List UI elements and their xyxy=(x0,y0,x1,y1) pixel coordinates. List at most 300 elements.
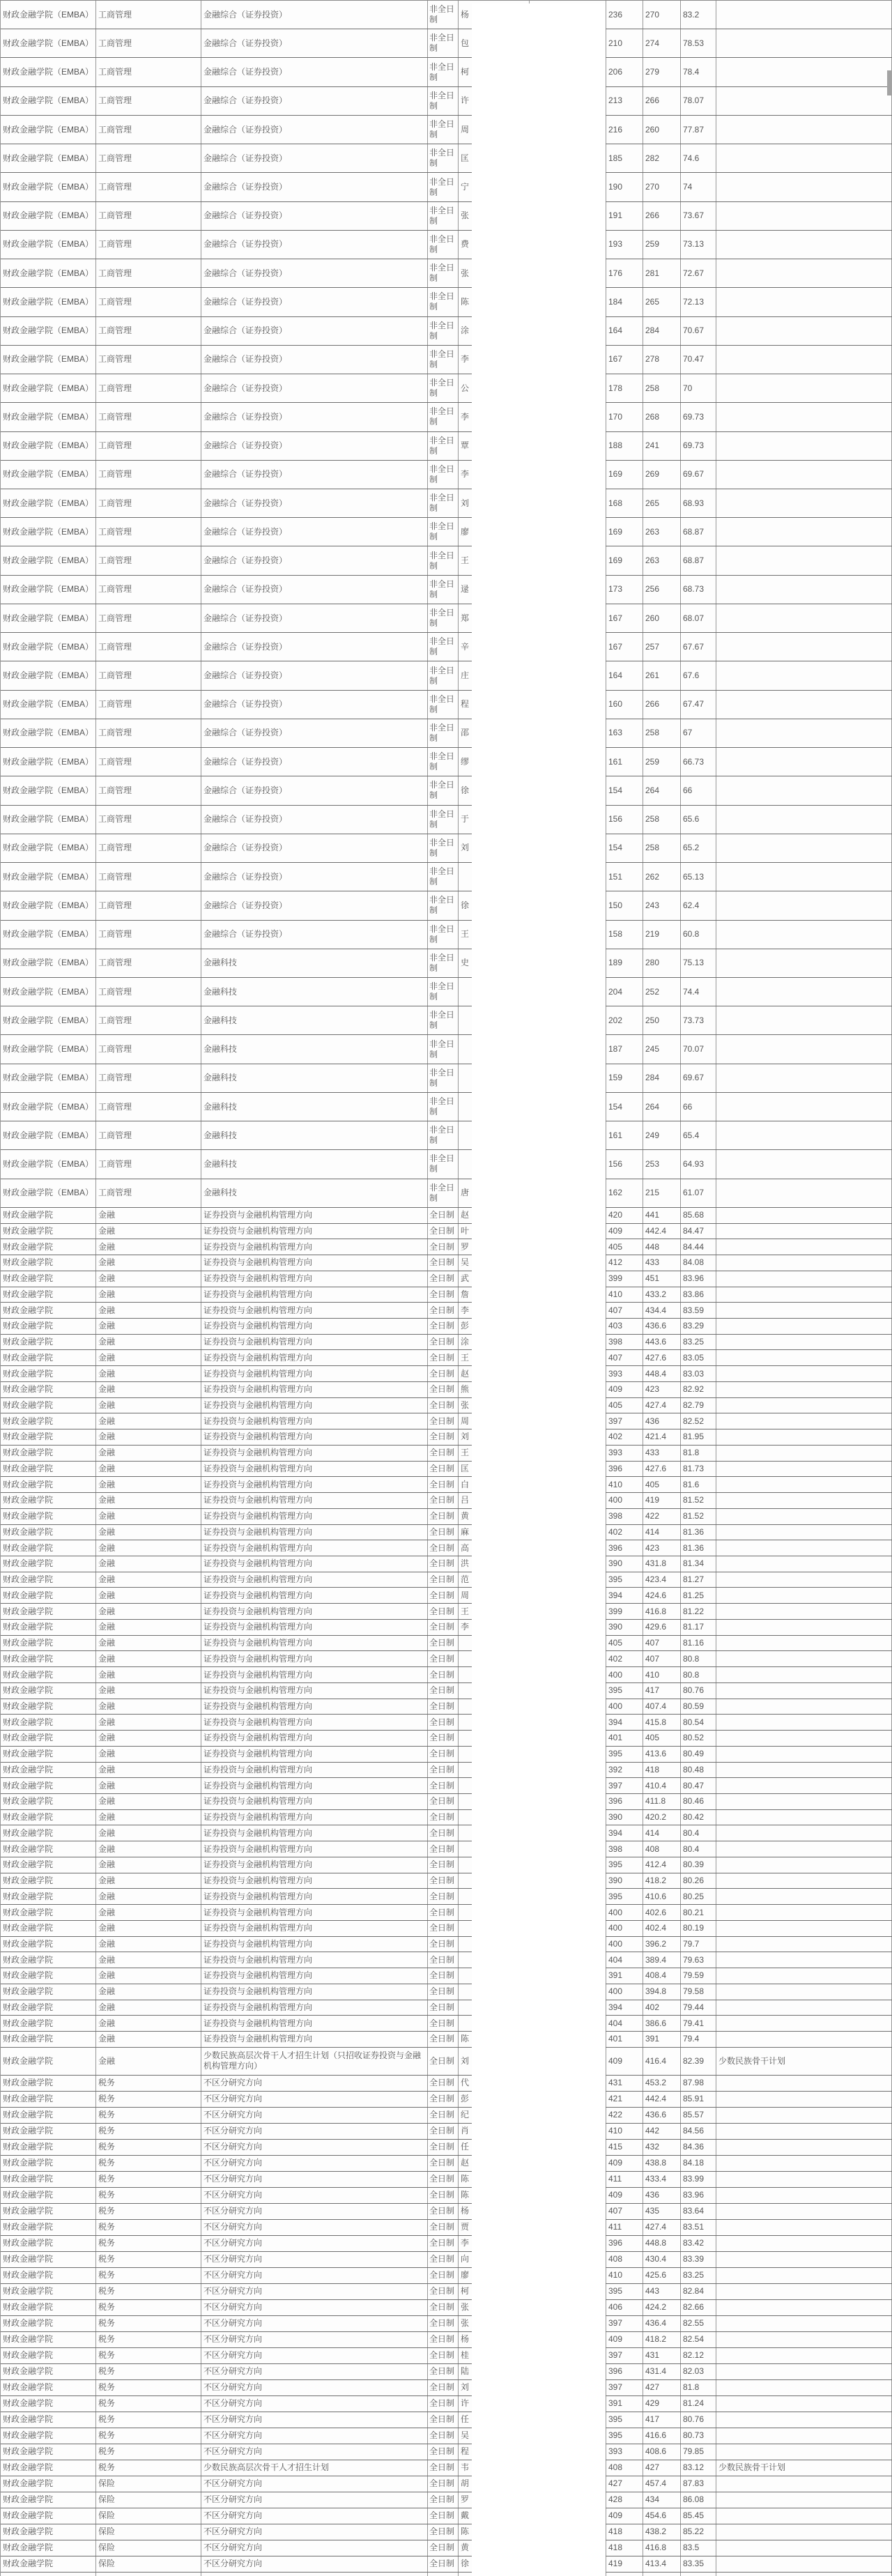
table-row xyxy=(1,2108,892,2124)
study-mode-cell: 全日制 xyxy=(428,1683,459,1699)
score-total-cell: 84.47 xyxy=(681,1224,716,1239)
score-total-cell: 83.86 xyxy=(681,1287,716,1303)
direction-cell: 不区分研究方向 xyxy=(201,2428,428,2444)
direction-cell: 证券投资与金融机构管理方向 xyxy=(201,1651,428,1666)
table-row xyxy=(1,2172,892,2188)
score-retest-cell: 268 xyxy=(643,403,681,431)
score-initial-cell: 401 xyxy=(606,2032,643,2047)
score-initial-cell: 411 xyxy=(606,2172,643,2187)
study-mode-cell: 非全日制 xyxy=(428,288,459,316)
study-mode-cell: 非全日制 xyxy=(428,144,459,172)
direction-cell: 不区分研究方向 xyxy=(201,2348,428,2363)
study-mode-cell: 全日制 xyxy=(428,1794,459,1809)
score-total-cell: 78.53 xyxy=(681,29,716,57)
direction-cell: 证券投资与金融机构管理方向 xyxy=(201,1873,428,1889)
study-mode-cell: 全日制 xyxy=(428,2140,459,2155)
table-row xyxy=(1,2460,892,2476)
college-cell: 财政金融学院 xyxy=(1,1588,96,1603)
table-row xyxy=(1,1350,892,1366)
name-cell: 吕 xyxy=(459,1493,606,1508)
study-mode-cell: 全日制 xyxy=(428,2124,459,2139)
name-cell: 黄 xyxy=(459,1509,606,1524)
table-row xyxy=(1,546,892,575)
major-cell: 金融 xyxy=(96,1699,201,1715)
score-initial-cell: 396 xyxy=(606,2364,643,2379)
score-total-cell: 80.46 xyxy=(681,1794,716,1809)
direction-cell: 证券投资与金融机构管理方向 xyxy=(201,1493,428,1508)
direction-cell: 证券投资与金融机构管理方向 xyxy=(201,1699,428,1715)
remark-cell xyxy=(716,2300,892,2315)
score-retest-cell: 219 xyxy=(643,921,681,949)
remark-cell xyxy=(716,1335,892,1350)
score-total-cell: 81.52 xyxy=(681,1509,716,1524)
score-total-cell: 82.79 xyxy=(681,1398,716,1413)
score-initial-cell: 173 xyxy=(606,576,643,604)
college-cell: 财政金融学院 xyxy=(1,2348,96,2363)
score-initial-cell: 411 xyxy=(606,2220,643,2235)
remark-cell xyxy=(716,1477,892,1492)
major-cell: 金融 xyxy=(96,1271,201,1287)
score-total-cell: 80.19 xyxy=(681,1921,716,1936)
table-row xyxy=(1,1224,892,1240)
score-retest-cell: 407 xyxy=(643,1636,681,1651)
score-initial-cell: 396 xyxy=(606,1540,643,1556)
score-initial-cell: 415 xyxy=(606,2140,643,2155)
study-mode-cell: 非全日制 xyxy=(428,633,459,661)
direction-cell: 金融综合（证券投资） xyxy=(201,604,428,632)
study-mode-cell: 全日制 xyxy=(428,1778,459,1793)
study-mode-cell: 全日制 xyxy=(428,2412,459,2428)
study-mode-cell: 全日制 xyxy=(428,1857,459,1873)
direction-cell: 证券投资与金融机构管理方向 xyxy=(201,1984,428,2000)
major-cell: 工商管理 xyxy=(96,978,201,1006)
score-initial-cell: 162 xyxy=(606,1179,643,1207)
study-mode-cell: 全日制 xyxy=(428,2220,459,2235)
score-retest-cell: 410.6 xyxy=(643,1889,681,1904)
remark-cell: 少数民族骨干计划 xyxy=(716,2460,892,2476)
study-mode-cell: 非全日制 xyxy=(428,1006,459,1034)
direction-cell: 不区分研究方向 xyxy=(201,2508,428,2524)
table-row xyxy=(1,2428,892,2444)
score-retest-cell: 259 xyxy=(643,231,681,259)
table-row xyxy=(1,2524,892,2540)
direction-cell: 金融综合（证券投资） xyxy=(201,891,428,919)
score-total-cell: 84.44 xyxy=(681,1239,716,1255)
study-mode-cell: 全日制 xyxy=(428,1825,459,1841)
direction-cell: 证券投资与金融机构管理方向 xyxy=(201,1271,428,1287)
score-retest-cell: 442.4 xyxy=(643,2092,681,2107)
college-cell: 财政金融学院 xyxy=(1,1731,96,1746)
direction-cell: 证券投资与金融机构管理方向 xyxy=(201,1319,428,1334)
name-cell: 周 xyxy=(459,1588,606,1603)
remark-cell xyxy=(716,1763,892,1778)
score-total-cell: 83.5 xyxy=(681,2540,716,2556)
direction-cell: 证券投资与金融机构管理方向 xyxy=(201,1366,428,1381)
study-mode-cell: 非全日制 xyxy=(428,863,459,891)
college-cell: 财政金融学院 xyxy=(1,2000,96,2016)
college-cell: 财政金融学院 xyxy=(1,1763,96,1778)
direction-cell: 金融科技 xyxy=(201,949,428,977)
score-retest-cell: 412.4 xyxy=(643,1857,681,1873)
major-cell: 工商管理 xyxy=(96,891,201,919)
score-total-cell: 79.59 xyxy=(681,1968,716,1984)
direction-cell: 证券投资与金融机构管理方向 xyxy=(201,1287,428,1303)
direction-cell: 金融综合（证券投资） xyxy=(201,403,428,431)
score-total-cell: 80.25 xyxy=(681,1889,716,1904)
major-cell: 保险 xyxy=(96,2476,201,2492)
direction-cell: 金融科技 xyxy=(201,1150,428,1178)
score-initial-cell: 395 xyxy=(606,2428,643,2444)
score-retest-cell: 435 xyxy=(643,2204,681,2219)
direction-cell: 金融科技 xyxy=(201,1179,428,1207)
table-row xyxy=(1,2124,892,2140)
college-cell: 财政金融学院 xyxy=(1,1525,96,1540)
score-total-cell: 83.59 xyxy=(681,1303,716,1318)
study-mode-cell: 全日制 xyxy=(428,1763,459,1778)
score-initial-cell: 164 xyxy=(606,661,643,689)
score-retest-cell: 417 xyxy=(643,1683,681,1699)
college-cell: 财政金融学院（EMBA） xyxy=(1,1006,96,1034)
score-total-cell: 81.17 xyxy=(681,1620,716,1635)
table-row xyxy=(1,317,892,346)
study-mode-cell: 全日制 xyxy=(428,1446,459,1461)
score-retest-cell: 394.8 xyxy=(643,1984,681,2000)
major-cell: 金融 xyxy=(96,1937,201,1952)
college-cell: 财政金融学院 xyxy=(1,1446,96,1461)
name-cell: 王 xyxy=(459,1446,606,1461)
score-total-cell: 80.4 xyxy=(681,1841,716,1857)
name-cell: 陈 xyxy=(459,288,606,316)
score-initial-cell: 390 xyxy=(606,1556,643,1572)
score-total-cell: 80.73 xyxy=(681,2428,716,2444)
college-cell: 财政金融学院 xyxy=(1,1841,96,1857)
direction-cell: 金融综合（证券投资） xyxy=(201,288,428,316)
score-total-cell: 85.57 xyxy=(681,2108,716,2123)
name-cell: 赵 xyxy=(459,2156,606,2171)
study-mode-cell: 全日制 xyxy=(428,1556,459,1572)
score-total-cell: 79.58 xyxy=(681,1984,716,2000)
name-cell: 陈 xyxy=(459,2032,606,2047)
remark-cell xyxy=(716,2348,892,2363)
college-cell: 财政金融学院（EMBA） xyxy=(1,1179,96,1207)
direction-cell: 金融综合（证券投资） xyxy=(201,58,428,86)
name-cell: 王 xyxy=(459,1350,606,1365)
remark-cell xyxy=(716,403,892,431)
table-row xyxy=(1,1778,892,1794)
table-row xyxy=(1,2236,892,2252)
score-initial-cell: 405 xyxy=(606,1636,643,1651)
direction-cell: 证券投资与金融机构管理方向 xyxy=(201,1825,428,1841)
study-mode-cell: 全日制 xyxy=(428,1413,459,1429)
score-total-cell: 85.45 xyxy=(681,2508,716,2524)
college-cell: 财政金融学院 xyxy=(1,1429,96,1445)
score-total-cell: 72.67 xyxy=(681,259,716,287)
college-cell: 财政金融学院 xyxy=(1,2048,96,2075)
direction-cell: 金融综合（证券投资） xyxy=(201,546,428,574)
study-mode-cell: 非全日制 xyxy=(428,231,459,259)
study-mode-cell: 全日制 xyxy=(428,2444,459,2460)
score-total-cell: 70.07 xyxy=(681,1035,716,1063)
score-total-cell: 80.4 xyxy=(681,1825,716,1841)
score-retest-cell: 258 xyxy=(643,374,681,402)
score-initial-cell: 185 xyxy=(606,144,643,172)
score-retest-cell: 453.2 xyxy=(643,2076,681,2091)
score-initial-cell: 159 xyxy=(606,1064,643,1092)
name-cell: 唐 xyxy=(459,1179,606,1207)
remark-cell xyxy=(716,2016,892,2031)
major-cell: 金融 xyxy=(96,1413,201,1429)
name-cell: 于 xyxy=(459,806,606,834)
name-cell: 赵 xyxy=(459,1366,606,1381)
college-cell: 财政金融学院 xyxy=(1,1699,96,1715)
table-row xyxy=(1,1699,892,1715)
remark-cell xyxy=(716,2032,892,2047)
score-total-cell: 83.29 xyxy=(681,1319,716,1334)
table-row xyxy=(1,604,892,633)
table-row xyxy=(1,633,892,661)
name-cell: 贾 xyxy=(459,2220,606,2235)
name-cell: 任 xyxy=(459,2140,606,2155)
remark-cell xyxy=(716,1462,892,1477)
score-retest-cell: 427 xyxy=(643,2380,681,2395)
remark-cell xyxy=(716,374,892,402)
college-cell: 财政金融学院 xyxy=(1,1794,96,1809)
remark-cell xyxy=(716,144,892,172)
college-cell: 财政金融学院 xyxy=(1,2032,96,2047)
college-cell: 财政金融学院 xyxy=(1,2380,96,2395)
table-row xyxy=(1,1179,892,1208)
direction-cell: 证券投资与金融机构管理方向 xyxy=(201,1509,428,1524)
study-mode-cell: 全日制 xyxy=(428,1398,459,1413)
major-cell: 工商管理 xyxy=(96,806,201,834)
direction-cell: 证券投资与金融机构管理方向 xyxy=(201,1303,428,1318)
score-initial-cell: 395 xyxy=(606,1857,643,1873)
score-initial-cell: 154 xyxy=(606,834,643,862)
college-cell: 财政金融学院 xyxy=(1,2156,96,2171)
score-retest-cell: 408 xyxy=(643,1841,681,1857)
score-initial-cell: 150 xyxy=(606,891,643,919)
score-initial-cell: 391 xyxy=(606,1968,643,1984)
table-row xyxy=(1,1398,892,1414)
major-cell: 工商管理 xyxy=(96,1035,201,1063)
score-total-cell: 74 xyxy=(681,173,716,201)
college-cell: 财政金融学院 xyxy=(1,1493,96,1508)
table-row xyxy=(1,2268,892,2284)
table-row xyxy=(1,2092,892,2108)
direction-cell: 证券投资与金融机构管理方向 xyxy=(201,2000,428,2016)
score-retest-cell: 269 xyxy=(643,461,681,489)
study-mode-cell: 非全日制 xyxy=(428,921,459,949)
major-cell: 金融 xyxy=(96,1319,201,1334)
table-row xyxy=(1,1921,892,1937)
remark-cell xyxy=(716,978,892,1006)
college-cell: 财政金融学院 xyxy=(1,1778,96,1793)
major-cell: 税务 xyxy=(96,2364,201,2379)
score-initial-cell: 394 xyxy=(606,1715,643,1730)
table-row xyxy=(1,116,892,144)
score-total-cell: 65.4 xyxy=(681,1121,716,1149)
direction-cell: 金融综合（证券投资） xyxy=(201,144,428,172)
score-retest-cell: 280 xyxy=(643,949,681,977)
name-cell: 缪 xyxy=(459,748,606,776)
remark-cell xyxy=(716,1035,892,1063)
score-total-cell: 84.36 xyxy=(681,2140,716,2155)
college-cell: 财政金融学院 xyxy=(1,1873,96,1889)
score-retest-cell: 408.4 xyxy=(643,1968,681,1984)
remark-cell xyxy=(716,1747,892,1762)
study-mode-cell: 全日制 xyxy=(428,1889,459,1904)
study-mode-cell: 全日制 xyxy=(428,1841,459,1857)
college-cell: 财政金融学院 xyxy=(1,1651,96,1666)
major-cell: 金融 xyxy=(96,1224,201,1239)
score-retest-cell: 427.4 xyxy=(643,2220,681,2235)
major-cell: 工商管理 xyxy=(96,1150,201,1178)
major-cell: 金融 xyxy=(96,1810,201,1825)
study-mode-cell: 全日制 xyxy=(428,1873,459,1889)
score-initial-cell: 390 xyxy=(606,1620,643,1635)
remark-cell xyxy=(716,432,892,460)
table-row xyxy=(1,1841,892,1857)
score-initial-cell: 167 xyxy=(606,346,643,374)
table-row xyxy=(1,2316,892,2332)
table-row xyxy=(1,1035,892,1064)
score-total-cell: 81.52 xyxy=(681,1493,716,1508)
score-total-cell: 74.6 xyxy=(681,144,716,172)
score-initial-cell: 393 xyxy=(606,2444,643,2460)
score-total-cell: 80.52 xyxy=(681,1731,716,1746)
major-cell: 税务 xyxy=(96,2204,201,2219)
name-cell: 陆 xyxy=(459,2364,606,2379)
college-cell: 财政金融学院 xyxy=(1,1810,96,1825)
score-retest-cell: 422 xyxy=(643,1509,681,1524)
study-mode-cell: 非全日制 xyxy=(428,432,459,460)
scrollbar-thumb[interactable] xyxy=(887,70,892,95)
college-cell: 财政金融学院（EMBA） xyxy=(1,259,96,287)
major-cell: 税务 xyxy=(96,2156,201,2171)
table-row xyxy=(1,1150,892,1179)
direction-cell: 不区分研究方向 xyxy=(201,2492,428,2508)
major-cell: 工商管理 xyxy=(96,949,201,977)
name-cell: 刘 xyxy=(459,834,606,862)
score-retest-cell: 416.6 xyxy=(643,2428,681,2444)
study-mode-cell: 非全日制 xyxy=(428,403,459,431)
major-cell: 金融 xyxy=(96,1747,201,1762)
name-cell: 辛 xyxy=(459,633,606,661)
college-cell: 财政金融学院 xyxy=(1,1287,96,1303)
score-initial-cell: 420 xyxy=(606,1208,643,1223)
score-retest-cell: 270 xyxy=(643,173,681,201)
score-retest-cell: 431.4 xyxy=(643,2364,681,2379)
remark-cell xyxy=(716,546,892,574)
score-initial-cell: 176 xyxy=(606,259,643,287)
name-cell: 高 xyxy=(459,1540,606,1556)
score-total-cell: 70 xyxy=(681,374,716,402)
remark-cell xyxy=(716,1366,892,1381)
college-cell: 财政金融学院 xyxy=(1,2508,96,2524)
score-initial-cell: 407 xyxy=(606,2204,643,2219)
college-cell: 财政金融学院（EMBA） xyxy=(1,1150,96,1178)
score-retest-cell: 278 xyxy=(643,346,681,374)
major-cell: 工商管理 xyxy=(96,1093,201,1121)
direction-cell: 金融综合（证券投资） xyxy=(201,29,428,57)
direction-cell: 证券投资与金融机构管理方向 xyxy=(201,1335,428,1350)
study-mode-cell: 全日制 xyxy=(428,2284,459,2299)
name-cell: 黄 xyxy=(459,2540,606,2556)
direction-cell: 金融科技 xyxy=(201,978,428,1006)
score-total-cell: 83.25 xyxy=(681,2268,716,2283)
direction-cell: 金融综合（证券投资） xyxy=(201,776,428,804)
table-row xyxy=(1,1968,892,1984)
remark-cell xyxy=(716,231,892,259)
score-retest-cell: 448.8 xyxy=(643,2236,681,2251)
table-row xyxy=(1,891,892,920)
remark-cell xyxy=(716,1525,892,1540)
remark-cell xyxy=(716,2188,892,2203)
name-cell: 武 xyxy=(459,1271,606,1287)
college-cell: 财政金融学院 xyxy=(1,1620,96,1635)
college-cell: 财政金融学院 xyxy=(1,2300,96,2315)
major-cell: 工商管理 xyxy=(96,1006,201,1034)
score-retest-cell: 454.6 xyxy=(643,2508,681,2524)
college-cell: 财政金融学院 xyxy=(1,2252,96,2267)
direction-cell: 少数民族高层次骨干人才招生计划（只招收证券投资与金融机构管理方向） xyxy=(201,2048,428,2075)
study-mode-cell: 全日制 xyxy=(428,1287,459,1303)
study-mode-cell: 全日制 xyxy=(428,2508,459,2524)
table-row xyxy=(1,2204,892,2220)
score-retest-cell: 241 xyxy=(643,432,681,460)
table-row xyxy=(1,173,892,201)
college-cell: 财政金融学院 xyxy=(1,2428,96,2444)
table-row xyxy=(1,1493,892,1509)
major-cell: 金融 xyxy=(96,1398,201,1413)
score-initial-cell: 408 xyxy=(606,2460,643,2476)
study-mode-cell: 非全日制 xyxy=(428,202,459,230)
score-initial-cell: 422 xyxy=(606,2108,643,2123)
direction-cell: 金融综合（证券投资） xyxy=(201,202,428,230)
college-cell: 财政金融学院（EMBA） xyxy=(1,1,96,29)
score-initial-cell: 398 xyxy=(606,1335,643,1350)
study-mode-cell: 非全日制 xyxy=(428,661,459,689)
score-initial-cell: 154 xyxy=(606,776,643,804)
score-total-cell: 82.66 xyxy=(681,2300,716,2315)
college-cell: 财政金融学院（EMBA） xyxy=(1,116,96,144)
college-cell: 财政金融学院（EMBA） xyxy=(1,921,96,949)
major-cell: 工商管理 xyxy=(96,1121,201,1149)
major-cell: 保险 xyxy=(96,2508,201,2524)
college-cell: 财政金融学院 xyxy=(1,2364,96,2379)
college-cell: 财政金融学院 xyxy=(1,2540,96,2556)
college-cell: 财政金融学院 xyxy=(1,1540,96,1556)
direction-cell: 证券投资与金融机构管理方向 xyxy=(201,1636,428,1651)
score-initial-cell: 427 xyxy=(606,2476,643,2492)
major-cell: 税务 xyxy=(96,2348,201,2363)
score-total-cell: 62.4 xyxy=(681,891,716,919)
college-cell: 财政金融学院（EMBA） xyxy=(1,691,96,719)
major-cell: 金融 xyxy=(96,1715,201,1730)
name-cell: 吴 xyxy=(459,1255,606,1271)
table-row xyxy=(1,29,892,58)
table-row xyxy=(1,2332,892,2348)
score-retest-cell: 429 xyxy=(643,2396,681,2412)
score-retest-cell: 427.6 xyxy=(643,1350,681,1365)
study-mode-cell: 非全日制 xyxy=(428,719,459,747)
college-cell: 财政金融学院（EMBA） xyxy=(1,776,96,804)
major-cell: 金融 xyxy=(96,1350,201,1365)
score-initial-cell: 399 xyxy=(606,1604,643,1619)
remark-cell xyxy=(716,1446,892,1461)
study-mode-cell: 全日制 xyxy=(428,2016,459,2031)
score-retest-cell: 396.2 xyxy=(643,1937,681,1952)
